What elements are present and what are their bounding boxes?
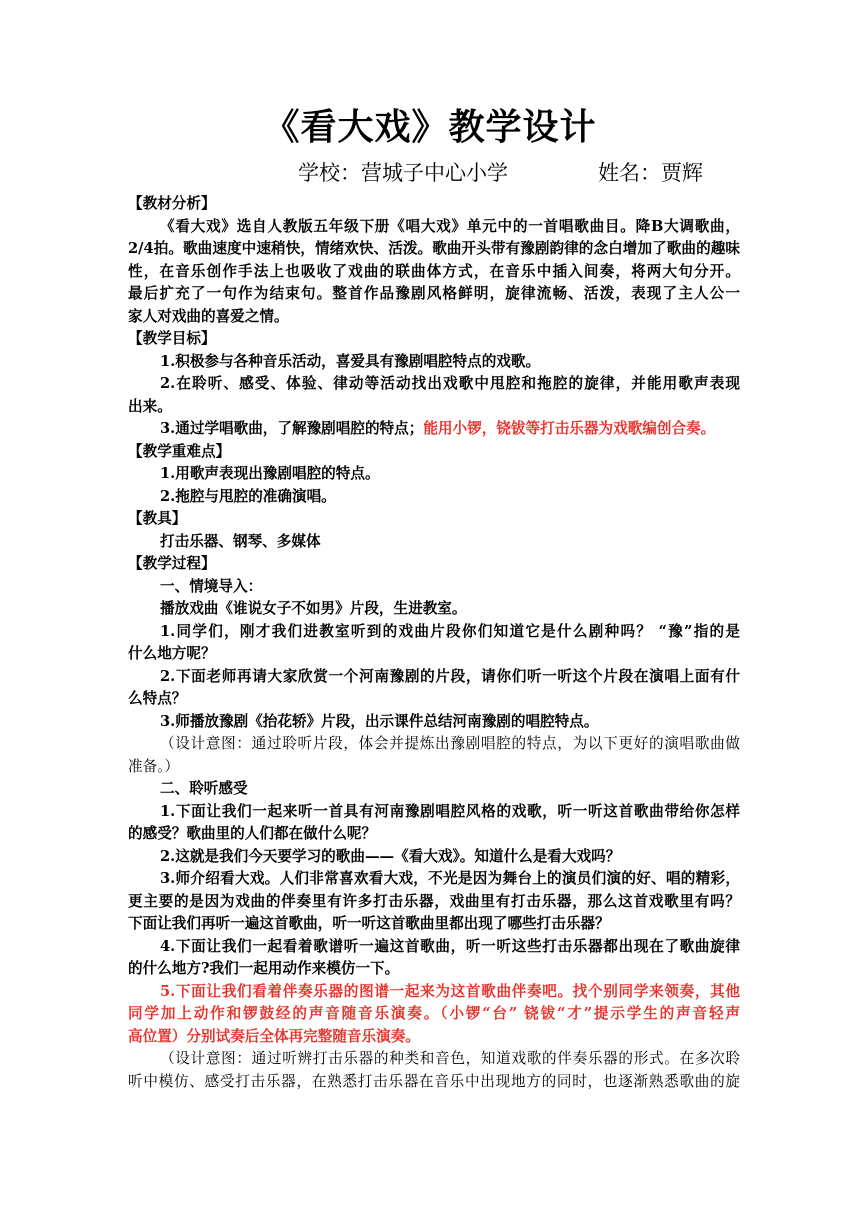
section-heading-material-analysis: 【教材分析】: [128, 195, 216, 212]
paragraph-line: 性，在音乐创作手法上也吸收了戏曲的联曲体方式，在音乐中插入间奏，将两大句分开。: [128, 262, 740, 280]
subsection-heading: 二、聆听感受: [160, 780, 248, 797]
list-item-continued: 的感受？歌曲里的人们都在做什么呢？: [128, 825, 377, 842]
paragraph-line: 2/4拍。歌曲速度中速稍快，情绪欢快、活泼。歌曲开头带有豫剧韵律的念白增加了歌曲的趣味: [128, 240, 740, 257]
paragraph-line: 最后扩充了一句作为结束句。整首作品豫剧风格鲜明，旋律流畅、活泼，表现了主人公一: [128, 285, 740, 302]
highlighted-text: 能用小锣，铙钹等打击乐器为戏歌编创合奏。: [423, 420, 716, 437]
list-item: 1.同学们，刚才我们进教室听到的戏曲片段你们知道它是什么剧种吗？ “豫”指的是: [160, 622, 740, 640]
section-heading-key-difficulties: 【教学重难点】: [128, 442, 231, 460]
paragraph-line: 打击乐器、钢琴、多媒体: [160, 532, 321, 550]
list-item-continued: 出来。: [128, 397, 172, 415]
school-label: 学校：营城子中心小学: [298, 161, 508, 185]
list-item-continued: 的什么地方?我们一起用动作来模仿一下。: [128, 960, 400, 977]
list-item: 3.师介绍看大戏。人们非常喜欢看大戏，不光是因为舞台上的演员们演的好、唱的精彩，: [160, 870, 740, 887]
list-item: 2.这就是我们今天要学习的歌曲——《看大戏》。知道什么是看大戏吗？: [160, 847, 621, 865]
document-title: 《看大戏》教学设计: [263, 107, 597, 148]
paragraph-line: 家人对戏曲的喜爱之情。: [128, 307, 289, 325]
list-item: 4.下面让我们一起看着歌谱听一遍这首歌曲，听一听这些打击乐器都出现在了歌曲旋律: [160, 937, 740, 955]
paragraph-line: 播放戏曲《谁说女子不如男》片段，生进教室。: [160, 600, 467, 617]
paragraph-line: 《看大戏》选自人教版五年级下册《唱大戏》单元中的一首唱歌曲目。降B大调歌曲，: [160, 217, 740, 235]
document-body: [128, 193, 740, 1093]
design-intent-note: （设计意图：通过听辨打击乐器的种类和音色，知道戏歌的伴奏乐器的形式。在多次聆: [160, 1050, 740, 1067]
list-item: 2.拖腔与甩腔的准确演唱。: [160, 487, 336, 505]
list-item-highlighted: 5.下面让我们看着伴奏乐器的图谱一起来为这首歌曲伴奏吧。找个别同学来领奏，其他: [160, 982, 740, 1000]
list-item-continued: 什么地方呢？: [128, 645, 216, 662]
section-heading-teaching-aids: 【教具】: [128, 510, 187, 527]
author-name: 姓名：贾辉: [598, 161, 703, 185]
list-item: [128, 418, 740, 441]
list-item: 1.积极参与各种音乐活动，喜爱具有豫剧唱腔特点的戏歌。: [160, 352, 541, 370]
goal-text: 3.通过学唱歌曲，了解豫剧唱腔的特点；: [160, 420, 424, 437]
list-item: 2.下面老师再请大家欣赏一个河南豫剧的片段，请你们听一听这个片段在演唱上面有什: [160, 667, 740, 685]
list-item: 3.师播放豫剧《抬花轿》片段，出示课件总结河南豫剧的唱腔特点。: [160, 712, 599, 730]
list-item-continued: 下面让我们再听一遍这首歌曲，听一听这首歌曲里都出现了哪些打击乐器？: [128, 915, 610, 932]
list-item-continued: 么特点？: [128, 690, 187, 707]
section-heading-teaching-process: 【教学过程】: [128, 555, 216, 572]
list-item-highlighted-continued: 高位置）分别试奏后全体再完整随音乐演奏。: [128, 1027, 420, 1045]
design-intent-note-continued: 准备。）: [128, 757, 180, 775]
section-heading-teaching-goals: 【教学目标】: [128, 330, 216, 347]
list-item: 1.用歌声表现出豫剧唱腔的特点。: [160, 465, 380, 482]
list-item-continued: 更主要的是因为戏曲的伴奏里有许多打击乐器，戏曲里有打击乐器，那么这首戏歌里有吗？: [128, 892, 740, 910]
list-item: 2.在聆听、感受、体验、律动等活动找出戏歌中甩腔和拖腔的旋律，并能用歌声表现: [160, 375, 740, 392]
subsection-heading: 一、情境导入：: [160, 577, 263, 595]
design-intent-note: （设计意图：通过聆听片段，体会并提炼出豫剧唱腔的特点，为以下更好的演唱歌曲做: [160, 735, 740, 752]
design-intent-note-continued: 听中模仿、感受打击乐器，在熟悉打击乐器在音乐中出现地方的同时，也逐渐熟悉歌曲的旋: [128, 1072, 740, 1090]
list-item: 1.下面让我们一起来听一首具有河南豫剧唱腔风格的戏歌，听一听这首歌曲带给你怎样: [160, 802, 740, 820]
list-item-highlighted-continued: 同学加上动作和锣鼓经的声音随音乐演奏。（小锣“台” 铙钹“才”提示学生的声音轻声: [128, 1005, 740, 1022]
